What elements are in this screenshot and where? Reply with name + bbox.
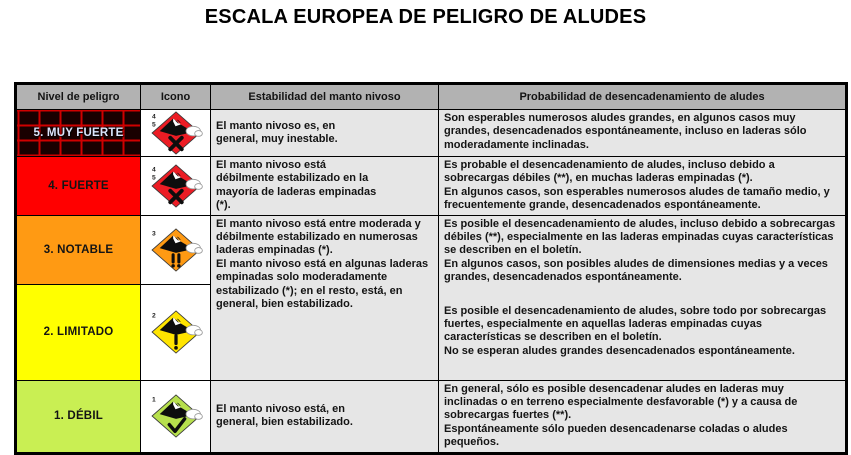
table-row-level-1	[16, 380, 847, 453]
stability-text-1: El manto nivoso está, en general, bien estabilizado.	[216, 402, 353, 429]
svg-text:3: 3	[151, 230, 156, 238]
svg-text:4: 4	[151, 166, 156, 174]
stability-cell-4	[211, 157, 439, 216]
probability-cell-3-2-merged	[439, 215, 847, 380]
table-header-row	[16, 84, 847, 110]
header-stability: Estabilidad del manto nivoso	[211, 84, 439, 110]
level-cell-2-limitado: 2. LIMITADO	[16, 284, 141, 380]
stability-cell-3-2-merged	[211, 215, 439, 380]
table-row-level-5	[16, 110, 847, 157]
probability-text-5: Son esperables numerosos aludes grandes, en algunos casos muy grandes, desencadenados espontáneamente, incluso en laderas sólo moderadamente inclinadas.	[444, 112, 807, 151]
probability-cell-1	[439, 380, 847, 453]
stability-cell-5	[211, 110, 439, 157]
avalanche-danger-level-2-icon	[141, 309, 210, 355]
avalanche-danger-level-5-icon	[141, 110, 210, 156]
svg-text:2: 2	[151, 312, 156, 320]
probability-text-4b: En algunos casos, son esperables numerosos aludes de tamaño medio, y frecuentemente grande, desencadenados espontáneamente.	[444, 185, 830, 212]
stability-text-2: El manto nivoso está en algunas laderas empinadas solo moderadamente estabilizado (*); en el resto, está, en general, bien estabilizado.	[216, 257, 429, 311]
probability-text-1b: Espontáneamente sólo pueden desencadenarse coladas o aludes pequeños.	[444, 422, 788, 449]
avalanche-danger-scale-table	[14, 82, 848, 455]
stability-text-3: El manto nivoso está entre moderada y débilmente estabilizado en numerosas laderas empinadas (*).	[216, 217, 421, 257]
icon-cell-1	[141, 380, 211, 453]
svg-text:5: 5	[151, 174, 156, 182]
probability-cell-4	[439, 157, 847, 216]
icon-cell-2	[141, 284, 211, 380]
avalanche-danger-level-4-icon	[141, 163, 210, 209]
level-cell-5-muy-fuerte: 5. MUY FUERTE	[16, 110, 141, 157]
level-cell-3-notable: 3. NOTABLE	[16, 215, 141, 284]
probability-cell-5	[439, 110, 847, 157]
svg-text:4: 4	[151, 113, 156, 121]
avalanche-danger-level-1-icon	[141, 393, 210, 439]
page-title: ESCALA EUROPEA DE PELIGRO DE ALUDES	[204, 6, 647, 28]
icon-cell-5	[141, 110, 211, 157]
probability-text-3b: En algunos casos, son posibles aludes de dimensiones medias y a veces grandes, desencadenados espontáneamente.	[444, 257, 828, 284]
level-cell-4-fuerte: 4. FUERTE	[16, 157, 141, 216]
stability-text-5: El manto nivoso es, en general, muy inestable.	[216, 119, 338, 145]
icon-cell-3	[141, 215, 211, 284]
table-row-level-4	[16, 157, 847, 216]
icon-cell-4	[141, 157, 211, 216]
svg-text:1: 1	[151, 396, 156, 404]
stability-text-4: El manto nivoso está débilmente estabilizado en la mayoría de laderas empinadas (*).	[216, 159, 377, 212]
level-cell-1-debil: 1. DÉBIL	[16, 380, 141, 453]
header-danger-level: Nivel de peligro	[16, 84, 141, 110]
svg-text:5: 5	[151, 121, 156, 129]
stability-cell-1	[211, 380, 439, 453]
header-icon: Icono	[141, 84, 211, 110]
probability-text-2a: Es posible el desencadenamiento de aludes, sobre todo por sobrecargas fuertes, especialmente en aquellas laderas empinadas cuyas características se describen en el boletín.	[444, 304, 827, 344]
probability-text-1a: En general, sólo es posible desencadenar aludes en laderas muy inclinadas o en terreno especialmente desfavorable (*) y a causa de sobrecargas fuertes (**).	[444, 382, 798, 422]
probability-text-2b: No se esperan aludes grandes desencadenados espontáneamente.	[444, 344, 795, 357]
probability-text-4a: Es probable el desencadenamiento de aludes, incluso debido a sobrecargas débiles (**), en muchas laderas empinadas (*).	[444, 159, 775, 185]
avalanche-danger-level-3-icon	[141, 227, 210, 273]
probability-text-3a: Es posible el desencadenamiento de aludes, incluso debido a sobrecargas débiles (**), especialmente en las laderas empinadas cuyas características se describen en el boletín.	[444, 217, 836, 257]
header-probability: Probabilidad de desencadenamiento de aludes	[439, 84, 847, 110]
table-row-level-3	[16, 215, 847, 284]
